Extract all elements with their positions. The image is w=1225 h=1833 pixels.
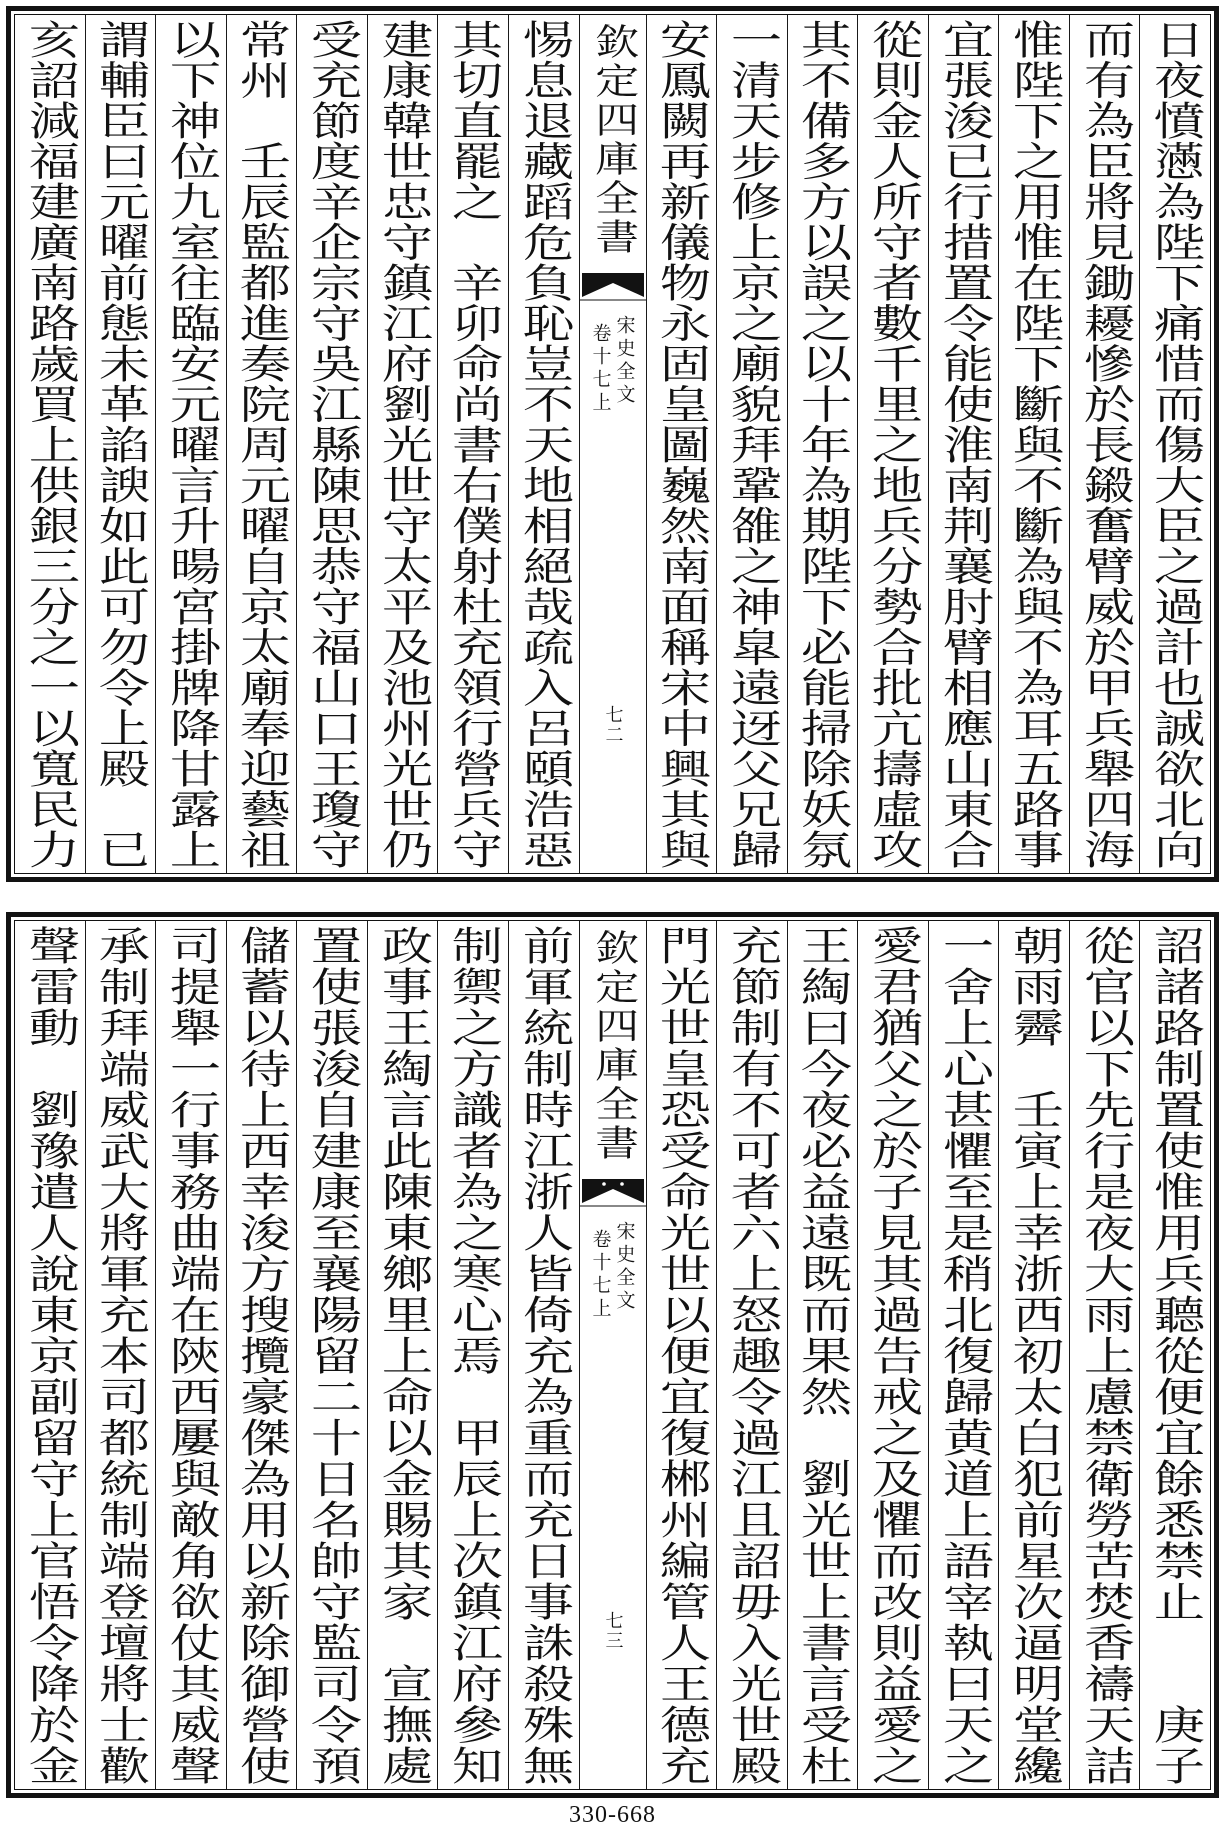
column-text: 一舍上心甚懼至是稍北復歸黄道上語宰執曰天之 xyxy=(934,925,993,1786)
text-column xyxy=(998,15,1069,873)
text-column xyxy=(155,15,226,873)
text-column xyxy=(998,921,1069,1789)
text-column xyxy=(437,15,508,873)
leaf-frame xyxy=(14,920,1211,1790)
column-text: 充節制有不可者六上怒趣令過江且詔毋入光世殿 xyxy=(722,925,782,1786)
column-text: 置使張浚自建康至襄陽留二十日名帥守監司令預 xyxy=(302,925,362,1786)
column-text: 從官以下先行是夜大雨上慮禁衛勞苦焚香禱天詰 xyxy=(1075,925,1135,1786)
banxin-leaf-number: 七三 xyxy=(602,1611,624,1651)
text-column xyxy=(1139,921,1210,1789)
fish-tail-mark xyxy=(580,271,646,301)
text-column xyxy=(367,15,438,873)
text-column xyxy=(646,921,717,1789)
column-text: 惟陛下之用惟在陛下斷與不斷為與不為耳五路事 xyxy=(1004,19,1064,870)
column-text: 其不備多方以誤之以十年為期陛下必能掃除妖氛 xyxy=(792,19,852,870)
column-text: 日夜憤懣為陛下痛惜而傷大臣之過計也誠欲北向 xyxy=(1145,19,1205,870)
column-text: 詔諸路制置使惟用兵聽從便宜餘悉禁止 庚子 xyxy=(1145,925,1205,1786)
text-column xyxy=(508,15,579,873)
column-text: 常州 壬辰監都進奏院周元曜自京太廟奉迎藝祖 xyxy=(232,19,291,870)
text-column xyxy=(296,921,367,1789)
column-text: 安鳳闕再新儀物永固皇圖巍然南面稱宋中興其與 xyxy=(651,19,711,870)
text-column xyxy=(857,921,928,1789)
column-text: 亥詔減福建廣南路歲買上供銀三分之一以寬民力 xyxy=(20,19,80,870)
column-text: 王綯曰今夜必益遠既而果然 劉光世上書言受杜 xyxy=(792,925,852,1786)
column-text: 聲雷動 劉豫遣人說東京副留守上官悟令降於金 xyxy=(20,925,80,1786)
text-column xyxy=(928,15,999,873)
column-text: 門光世皇恐受命光世以便宜復郴州編管人王德充 xyxy=(651,925,711,1786)
column-text: 愛君猶父之於子見其過告戒之及懼而改則益愛之 xyxy=(863,925,923,1786)
column-text: 宜張浚已行措置令能使淮南荆襄肘臂相應山東合 xyxy=(934,19,993,870)
text-column xyxy=(85,15,156,873)
text-column xyxy=(646,15,717,873)
column-text: 建康韓世忠守鎮江府劉光世守太平及池州光世仍 xyxy=(373,19,433,870)
column-text: 從則金人所守者數千里之地兵分勢合批亢擣虛攻 xyxy=(863,19,923,870)
column-text: 以下神位九室往臨安元曜言升暘宮掛牌降甘露上 xyxy=(161,19,221,870)
banxin-center-column xyxy=(579,921,646,1789)
column-text: 謂輔臣曰元曜前態未革諂諛如此可勿令上殿 已 xyxy=(90,19,150,870)
leaf-frame xyxy=(14,14,1211,874)
page-footer-number: 330-668 xyxy=(569,1802,656,1828)
fish-tail-mark xyxy=(580,1177,646,1207)
banxin-center-column xyxy=(579,15,646,873)
text-column xyxy=(857,15,928,873)
column-text: 其切直罷之 辛卯命尚書右僕射杜充領行營兵守 xyxy=(443,19,503,870)
text-column xyxy=(226,921,297,1789)
text-column xyxy=(367,921,438,1789)
text-column xyxy=(85,921,156,1789)
column-text: 惕息退藏蹈危負恥豈不天地相絕哉疏入呂頤浩惡 xyxy=(514,19,574,870)
column-text: 制禦之方識者為之寒心焉 甲辰上次鎮江府參知 xyxy=(443,925,503,1786)
text-column xyxy=(15,15,85,873)
text-column xyxy=(155,921,226,1789)
text-column xyxy=(508,921,579,1789)
banxin-volume: 卷十七上 xyxy=(589,323,612,415)
column-text: 承制拜端威武大將軍充本司都統制端登壇將士歡 xyxy=(90,925,150,1786)
upper-leaf-panel xyxy=(6,6,1219,882)
column-text: 受充節度辛企宗守吳江縣陳思恭守福山口王瓊守 xyxy=(302,19,362,870)
text-column xyxy=(1139,15,1210,873)
text-column xyxy=(437,921,508,1789)
text-column xyxy=(787,15,858,873)
column-text: 一清天步修上京之廟貌拜鞏雒之神皐遠迓父兄歸 xyxy=(722,19,782,870)
banxin-book-title: 宋史全文 xyxy=(613,315,636,407)
column-text: 政事王綯言此陳東鄉里上命以金賜其家 宣撫處 xyxy=(373,925,433,1786)
column-text: 前軍統制時江浙人皆倚充為重而充日事誅殺殊無 xyxy=(514,925,574,1786)
column-text: 朝雨霽 壬寅上幸浙西初太白犯前星次逼明堂纔 xyxy=(1004,925,1064,1786)
lower-leaf-panel xyxy=(6,912,1219,1798)
column-text: 而有為臣將見鋤耰慘於長鎩奮臂威於甲兵舉四海 xyxy=(1075,19,1135,870)
text-column xyxy=(787,921,858,1789)
text-column xyxy=(226,15,297,873)
column-text: 儲蓄以待上西幸浚方搜攬豪傑為用以新除御營使 xyxy=(232,925,291,1786)
column-text: 司提舉一行事務曲端在陝西屢與敵角欲仗其威聲 xyxy=(161,925,221,1786)
banxin-book-title: 宋史全文 xyxy=(613,1221,636,1313)
text-column xyxy=(296,15,367,873)
text-column xyxy=(15,921,85,1789)
banxin-series-title: 欽定四庫全書 xyxy=(588,929,639,1163)
banxin-volume: 卷十七上 xyxy=(589,1229,612,1321)
text-column xyxy=(928,921,999,1789)
text-column xyxy=(716,921,787,1789)
banxin-leaf-number: 七二 xyxy=(602,705,624,745)
banxin-series-title: 欽定四庫全書 xyxy=(588,23,639,257)
text-column xyxy=(716,15,787,873)
text-column xyxy=(1069,15,1140,873)
text-column xyxy=(1069,921,1140,1789)
